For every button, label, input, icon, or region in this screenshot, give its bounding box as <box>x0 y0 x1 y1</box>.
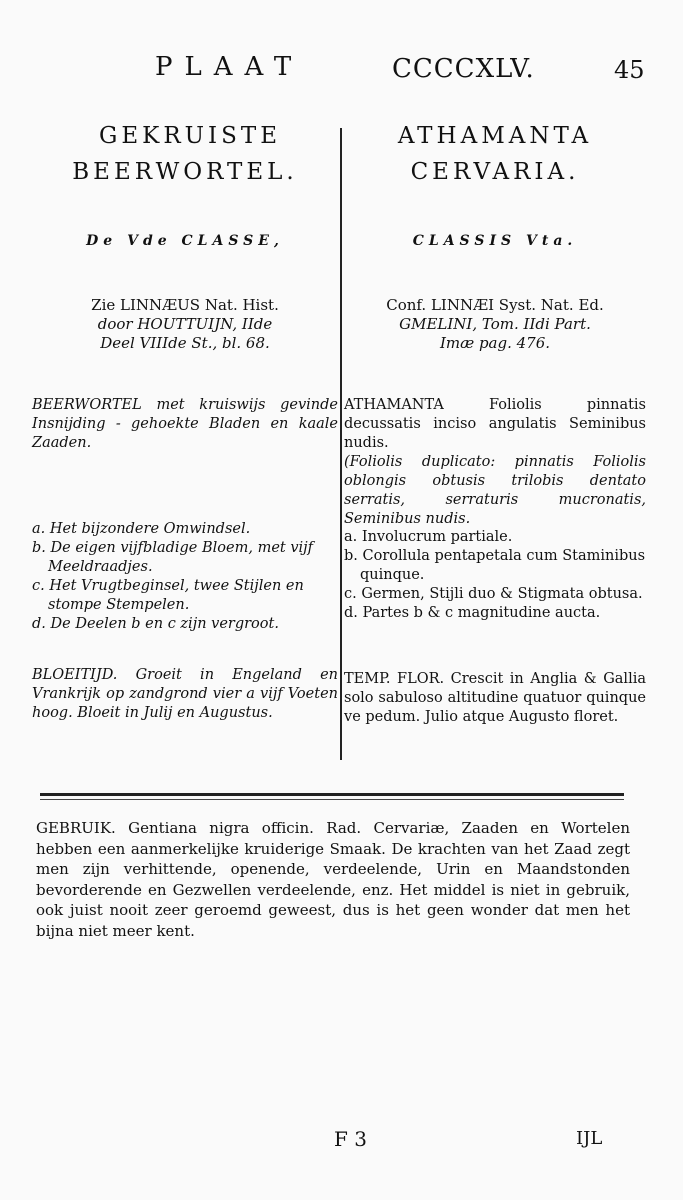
right-class-line: CLASSIS Vta. <box>412 233 578 249</box>
left-ref-line-2: door HOUTTUIJN, IIde <box>97 315 273 333</box>
right-desc-alt: (Foliolis duplicato: pinnatis Foliolis oblongis obtusis trilobis dentato serratis, serraturis mucronatis, Seminibus nudis. <box>344 454 646 527</box>
left-bloeitijd: BLOEITIJD. Groeit in Engeland en Vrankrijk op zandgrond vier a vijf Voeten hoog. Bloeit in Julij en Augustus. <box>32 667 338 721</box>
right-column <box>344 118 646 190</box>
separator-thin <box>40 799 624 800</box>
left-ref-line-1: Zie LINNÆUS Nat. Hist. <box>91 296 279 314</box>
right-ref-line-3: Imæ pag. 476. <box>439 334 551 352</box>
right-ref-line-1: Conf. LINNÆI Syst. Nat. Ed. <box>386 296 604 314</box>
right-item-b: b. Corollula pentapetala cum Staminibus quinque. <box>344 548 646 583</box>
right-ref-line-2: GMELINI, Tom. IIdi Part. <box>399 315 591 333</box>
right-desc-main: ATHAMANTA Foliolis pinnatis decussatis inciso angulatis Seminibus nudis. <box>344 397 646 451</box>
right-title-2: CERVARIA. <box>410 159 580 185</box>
plate-label: PLAAT <box>155 52 304 82</box>
page-number: 45 <box>614 56 645 84</box>
left-item-a: a. Het bijzondere Omwindsel. <box>32 521 251 537</box>
column-divider <box>340 128 342 760</box>
left-ref-line-3: Deel VIIIde St., bl. 68. <box>100 334 270 352</box>
left-item-d: d. De Deelen b en c zijn vergroot. <box>32 616 279 632</box>
left-figure-items <box>32 520 338 634</box>
right-figure-items <box>344 528 646 623</box>
plate-number: CCCCXLV. <box>392 54 535 84</box>
page-header <box>0 52 683 92</box>
right-description <box>344 396 646 529</box>
left-item-b: b. De eigen vijfbladige Bloem, met vijf Meeldraadjes. <box>32 540 314 575</box>
signature-mark: F 3 <box>334 1127 367 1151</box>
usage-paragraph: GEBRUIK. Gentiana nigra officin. Rad. Cervariæ, Zaaden en Wortelen hebben een aanmerkelijke kruiderige Smaak. De krachten van het Zaad zegt men zijn verhittende, openende, verdeelende, Urin en Maandstonden bevorderende en Gezwellen verdeelende, enz. Het middel is niet in gebruik, ook juist nooit zeer geroemd geweest, dus is het geen wonder dat men het bijna niet meer kent. <box>36 819 630 940</box>
right-item-d: d. Partes b & c magnitudine aucta. <box>344 605 601 621</box>
right-title-1: ATHAMANTA <box>397 123 593 149</box>
right-temp-flor: TEMP. FLOR. Crescit in Anglia & Gallia solo sabuloso altitudine quatuor quinque ve pedum. Julio atque Augusto floret. <box>344 671 646 725</box>
right-reference <box>344 296 646 353</box>
separator-thick <box>40 793 624 796</box>
left-reference <box>32 296 338 353</box>
left-column <box>32 118 338 190</box>
left-class-line: De Vde CLASSE, <box>86 233 284 249</box>
left-item-c: c. Het Vrugtbeginsel, twee Stijlen en stompe Stempelen. <box>32 578 304 613</box>
left-title-2: BEERWORTEL. <box>72 159 298 185</box>
left-title-1: GEKRUISTE <box>98 123 282 149</box>
right-item-c: c. Germen, Stijli duo & Stigmata obtusa. <box>344 586 643 602</box>
right-item-a: a. Involucrum partiale. <box>344 529 513 545</box>
left-description: BEERWORTEL met kruiswijs gevinde Insnijding - gehoekte Bladen en kaale Zaaden. <box>32 397 338 451</box>
catchword: IJL <box>576 1128 603 1149</box>
